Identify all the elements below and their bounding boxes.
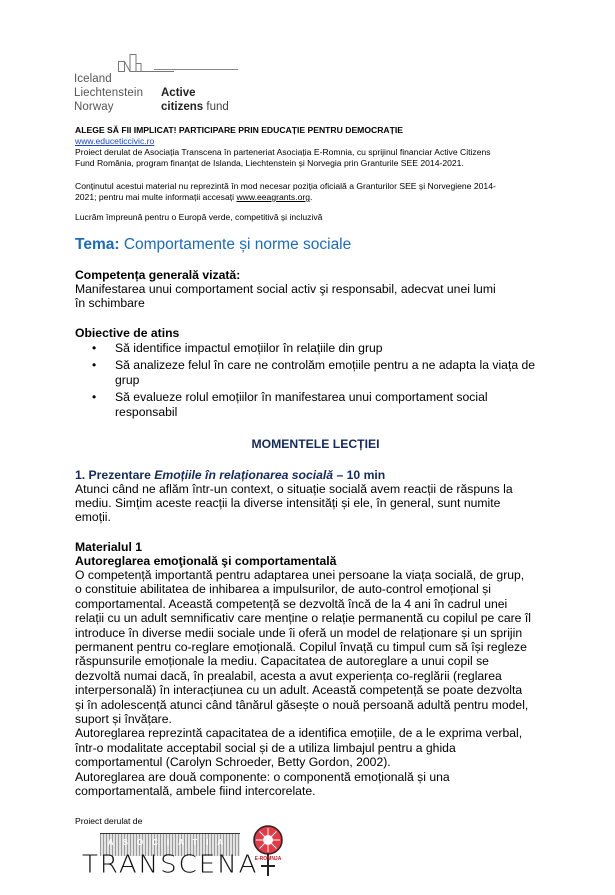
motto: Lucrăm împreună pentru o Europă verde, competitivă și incluzivă bbox=[75, 212, 323, 222]
material1-line: interpersonală) în interacțiunea cu un adult. Această competență se poate dezvolta bbox=[75, 683, 523, 698]
transcena-logo-asociatia: ASOCIATIA bbox=[107, 838, 233, 847]
obiective-heading: Obiective de atins bbox=[75, 326, 180, 340]
logo-fund: fund bbox=[206, 101, 229, 113]
tema-heading bbox=[75, 236, 351, 254]
project-line-2: Fund România, program finanțat de Islanda, Liechtenstein și Norvegia prin Granturile SEE 2014-2021. bbox=[75, 158, 464, 168]
logo-active: Active bbox=[161, 87, 196, 99]
material1-body bbox=[75, 568, 575, 799]
material1-line: într-o modalitate acceptabil social și de a utiliza limbajul pentru a ghida bbox=[75, 740, 456, 755]
logo-citizens-fund bbox=[161, 100, 229, 114]
obiective-item-text: Să identifice impactul emoțiilor în relațiile din grup bbox=[115, 341, 383, 355]
e-romnja-label: E-ROMNJA bbox=[254, 856, 282, 862]
disclaimer-period: . bbox=[310, 192, 313, 202]
obiective-item bbox=[75, 341, 565, 355]
e-romnja-logo-icon bbox=[252, 824, 284, 884]
logo-country-liechtenstein: Liechtenstein bbox=[74, 87, 144, 99]
logo-country-norway: Norway bbox=[74, 101, 114, 113]
competenta-line-2: în schimbare bbox=[75, 296, 145, 310]
material1-line: dezvoltă numai dacă, în prealabil, acesta a avut experiența co-reglării (reglarea bbox=[75, 668, 502, 683]
material1-subheading: Autoreglarea emoţională şi comportamentală bbox=[75, 554, 337, 568]
transcena-logo bbox=[82, 830, 282, 885]
section1-duration: – 10 min bbox=[333, 468, 386, 482]
material1-line: comportamental. Această competență se dezvoltă încă de la 4 ani în cadrul unei bbox=[75, 596, 508, 611]
material1-line: comportamentală, ambele fiind intercorelate. bbox=[75, 784, 316, 799]
website-link[interactable]: www.educeticcivic.ro bbox=[75, 136, 155, 146]
disclaimer-line-1: Conținutul acestui material nu reprezintă în mod necesar poziția oficială a Granturilor SEE și Norvegiene 2014- bbox=[75, 181, 496, 191]
obiective-item-text: Să analizeze felul în care ne controlăm emoțiile pentru a ne adapta la viața de bbox=[115, 358, 536, 373]
disclaimer-line-2 bbox=[75, 192, 312, 203]
tema-value: Comportamente și norme sociale bbox=[119, 236, 352, 253]
material1-line: O competență importantă pentru adaptarea unei persoane la viața socială, de grup, bbox=[75, 568, 525, 582]
material1-line: răspunsurile emoționale la mediu. Capacitatea de autoreglare a unui copil se bbox=[75, 654, 489, 669]
material1-line: suport și învățare. bbox=[75, 712, 172, 727]
material1-line: Autoreglarea reprezintă capacitatea de a identifica emoțiile, de a le exprima verbal, bbox=[75, 726, 523, 741]
competenta-line-1: Manifestarea unui comportament social activ şi responsabil, adecvat unei lumi bbox=[75, 282, 496, 296]
transcena-logo-wordmark: TRANSCENA bbox=[82, 850, 259, 880]
material1-line: Autoreglarea are două componente: o componentă emoțională și una bbox=[75, 769, 450, 784]
eeagrants-link[interactable]: www.eeagrants.org bbox=[236, 192, 311, 202]
eea-grants-logo bbox=[74, 54, 244, 113]
momentele-heading bbox=[0, 437, 615, 451]
obiective-item-text: Să evalueze rolul emoțiilor în manifestarea unui comportament social bbox=[115, 390, 488, 405]
material1-heading: Materialul 1 bbox=[75, 540, 143, 554]
section1-title-italic: Emoțiile în relaționarea socială bbox=[154, 468, 334, 482]
material1-line: o constituie abilitatea de inhibarea a impulsurilor, de auto-control emoțional și bbox=[75, 582, 491, 597]
obiective-item bbox=[75, 358, 565, 387]
competenta-heading: Competența generală vizată: bbox=[75, 268, 241, 282]
obiective-list bbox=[75, 341, 565, 419]
obiective-item bbox=[75, 390, 565, 419]
material1-line: introduce în diverse medii sociale unde îi oferă un model de relaționare și un sprijin bbox=[75, 625, 523, 640]
obiective-item-text-cont: responsabil bbox=[115, 404, 178, 419]
material1-line: permanent pentru co-reglare emoțională. Copilul învață cu timpul cum să își regleze bbox=[75, 640, 527, 655]
tema-label: Tema: bbox=[75, 236, 120, 253]
section1-line: Atunci când ne aflăm într-un context, o situație socială avem reacții de răspuns la bbox=[75, 482, 513, 496]
eea-logo-mark-icon bbox=[118, 54, 174, 74]
logo-rule bbox=[154, 69, 238, 70]
section1-line: emoții. bbox=[75, 510, 111, 524]
intro-title: ALEGE SĂ FII IMPLICAT! PARTICIPARE PRIN EDUCAȚIE PENTRU DEMOCRAȚIE bbox=[75, 125, 404, 135]
footer-label: Proiect derulat de bbox=[75, 816, 143, 826]
material1-line: comportamentul (Carolyn Schroeder, Betty Gordon, 2002). bbox=[75, 755, 391, 770]
section1-prefix: 1. Prezentare bbox=[75, 468, 155, 482]
project-line-1: Proiect derulat de Asociația Transcena în parteneriat Asociația E-Romnia, cu sprijinul financiar Active Citizens bbox=[75, 147, 491, 157]
material1-line: relații cu un adult semnificativ care menține o relație permanentă cu copilul pe care îl bbox=[75, 611, 531, 626]
logo-citizens: citizens bbox=[161, 101, 204, 113]
obiective-item-text-cont: grup bbox=[115, 372, 140, 387]
material1-line: și în adolescență atunci când tânărul găsește o nouă persoană adultă pentru model, bbox=[75, 697, 529, 712]
section1-line: mediu. Simțim aceste reacții la diverse intensități și ele, în general, sunt numite bbox=[75, 496, 501, 510]
disclaimer-text: 2021; pentru mai multe informații accesați bbox=[75, 192, 237, 202]
section1-heading bbox=[75, 468, 385, 482]
logo-country-iceland: Iceland bbox=[74, 73, 112, 85]
momentele-heading-text: MOMENTELE LECȚIEI bbox=[251, 437, 380, 451]
